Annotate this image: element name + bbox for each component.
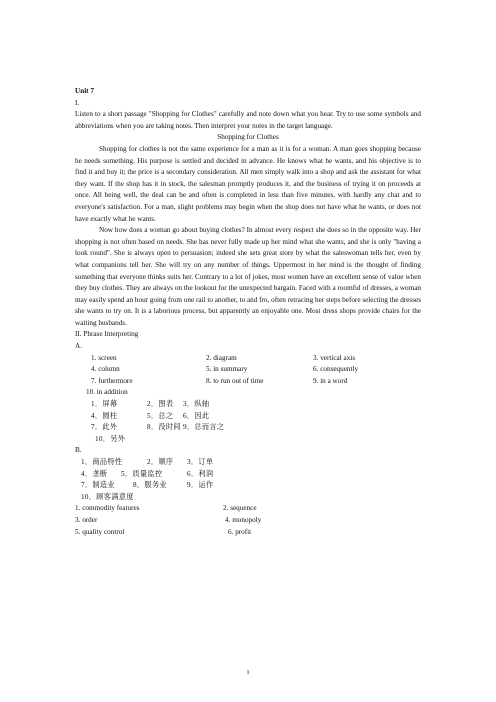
translation-item: 1．商品特性: [81, 458, 123, 466]
answer-item: 1. commodity features: [75, 504, 140, 513]
answer-item: 2. sequence: [223, 504, 257, 513]
phrase-item: 1. screen: [91, 353, 117, 362]
answer-item: 6. profit: [228, 527, 252, 536]
phrase-item: 7. furthermore: [91, 376, 133, 385]
translation-item: 7．制造业: [81, 481, 115, 490]
translation-row: [81, 469, 421, 481]
document-page: [75, 86, 421, 538]
translation-row: [81, 492, 421, 504]
phrase-item: 10. in addition: [86, 388, 128, 397]
translation-item: 2．顺序: [147, 458, 174, 466]
translation-row: [81, 480, 421, 492]
translation-item: 4．垄断: [81, 469, 108, 478]
translation-item: 10．顾客满意度: [81, 492, 134, 501]
section-2-heading: II. Phrase Interpreting: [75, 330, 139, 339]
translation-item: 4．圆柱: [91, 411, 118, 420]
phrase-item: 6. consequently: [313, 365, 359, 374]
answer-row: [75, 503, 421, 515]
phrase-item: 8. to run out of time: [206, 376, 264, 385]
phrase-item: 3. vertical axis: [313, 353, 356, 362]
translation-item: 10．另外: [95, 434, 126, 443]
translation-item: 3．订单: [187, 458, 214, 466]
answer-item: 4. monopoly: [225, 515, 262, 524]
phrase-row: [75, 364, 421, 376]
translation-item: 6．利润: [187, 469, 214, 478]
translation-item: 9．运作: [187, 481, 214, 490]
translation-item: 9．总而言之: [183, 423, 225, 432]
translation-item: 8．没时间: [147, 423, 181, 432]
section-1-heading: I.: [75, 98, 80, 107]
phrase-row: [75, 353, 421, 365]
translation-item: 5．质量监控: [121, 469, 163, 478]
answer-row: [75, 515, 421, 527]
translation-item: 1．屏幕: [91, 400, 118, 409]
translation-item: 8．服务业: [133, 481, 167, 490]
translation-item: 5．总之: [147, 411, 174, 420]
translation-item: 3．纵轴: [183, 400, 210, 409]
translation-row: [95, 434, 421, 446]
part-a-label: A.: [75, 342, 82, 351]
phrase-item: 9. in a word: [313, 376, 348, 385]
phrase-item: 4. column: [91, 365, 120, 374]
phrase-row: [75, 387, 421, 399]
passage-paragraph-1: Shopping for clothes is not the same experience for a man as it is for a woman. A man goes shopping because he needs something. His purpose is settled and decided in advance. He knows what he wants, and his objective is to find it and buy it; the price is a secondary consideration. All men simply walk into a shop and ask the assistant for what they want. If the shop has it in stock, the salesman promptly produces it, and the business of trying it on proceeds at once. All being well, the deal can be and often is completed in less than five minutes, with hardly any chat and to everyone's satisfaction. For a man, slight problems may begin when the shop does not have what he wants, or does not have exactly what he wants.: [75, 144, 421, 223]
translation-row: [91, 411, 421, 423]
translation-item: 2．图表: [147, 400, 174, 409]
translation-item: 6．因此: [183, 411, 210, 420]
unit-heading: Unit 7: [75, 87, 94, 95]
phrase-item: 2. diagram: [206, 353, 237, 362]
answer-item: 5. quality control: [75, 527, 125, 536]
translation-row: [81, 457, 421, 469]
instruction-text: Listen to a short passage "Shopping for Clothes" carefully and note down what you hear. Try to use some symbols and abbreviations when you are taking notes. Then interpret your notes in the target language.: [75, 110, 421, 130]
answer-item: 3. order: [75, 515, 98, 524]
answer-row: [75, 527, 421, 539]
translation-row: [91, 399, 421, 411]
passage-title: Shopping for Clothes: [217, 133, 279, 142]
phrase-item: 5. in summary: [206, 365, 248, 374]
part-b-label: B.: [75, 446, 82, 455]
page-number: 1: [246, 669, 250, 676]
passage-paragraph-2: Now how does a woman go about buying clothes? In almost every respect she does so in the opposite way. Her shopping is not often based on needs. She has never fully made up her mind what she wants, and she is only "having a look round". She is always open to persuasion; indeed she sets great store by what the saleswoman tells her, even by what companions tell her. She will try on any number of things. Uppermost in her mind is the thought of finding something that everyone thinks suits her. Contrary to a lot of jokes, most women have an excellent sense of value when they buy clothes. They are always on the lookout for the unexpected bargain. Faced with a roomful of dresses, a woman may easily spend an hour going from one rail to another, to and fro, often retracing her steps before selecting the dresses she wants to try on. It is a laborious process, but apparently an enjoyable one. Most dress shops provide chairs for the waiting husbands.: [75, 226, 421, 327]
translation-row: [91, 422, 421, 434]
translation-item: 7．此外: [91, 423, 118, 432]
phrase-row: [75, 376, 421, 388]
